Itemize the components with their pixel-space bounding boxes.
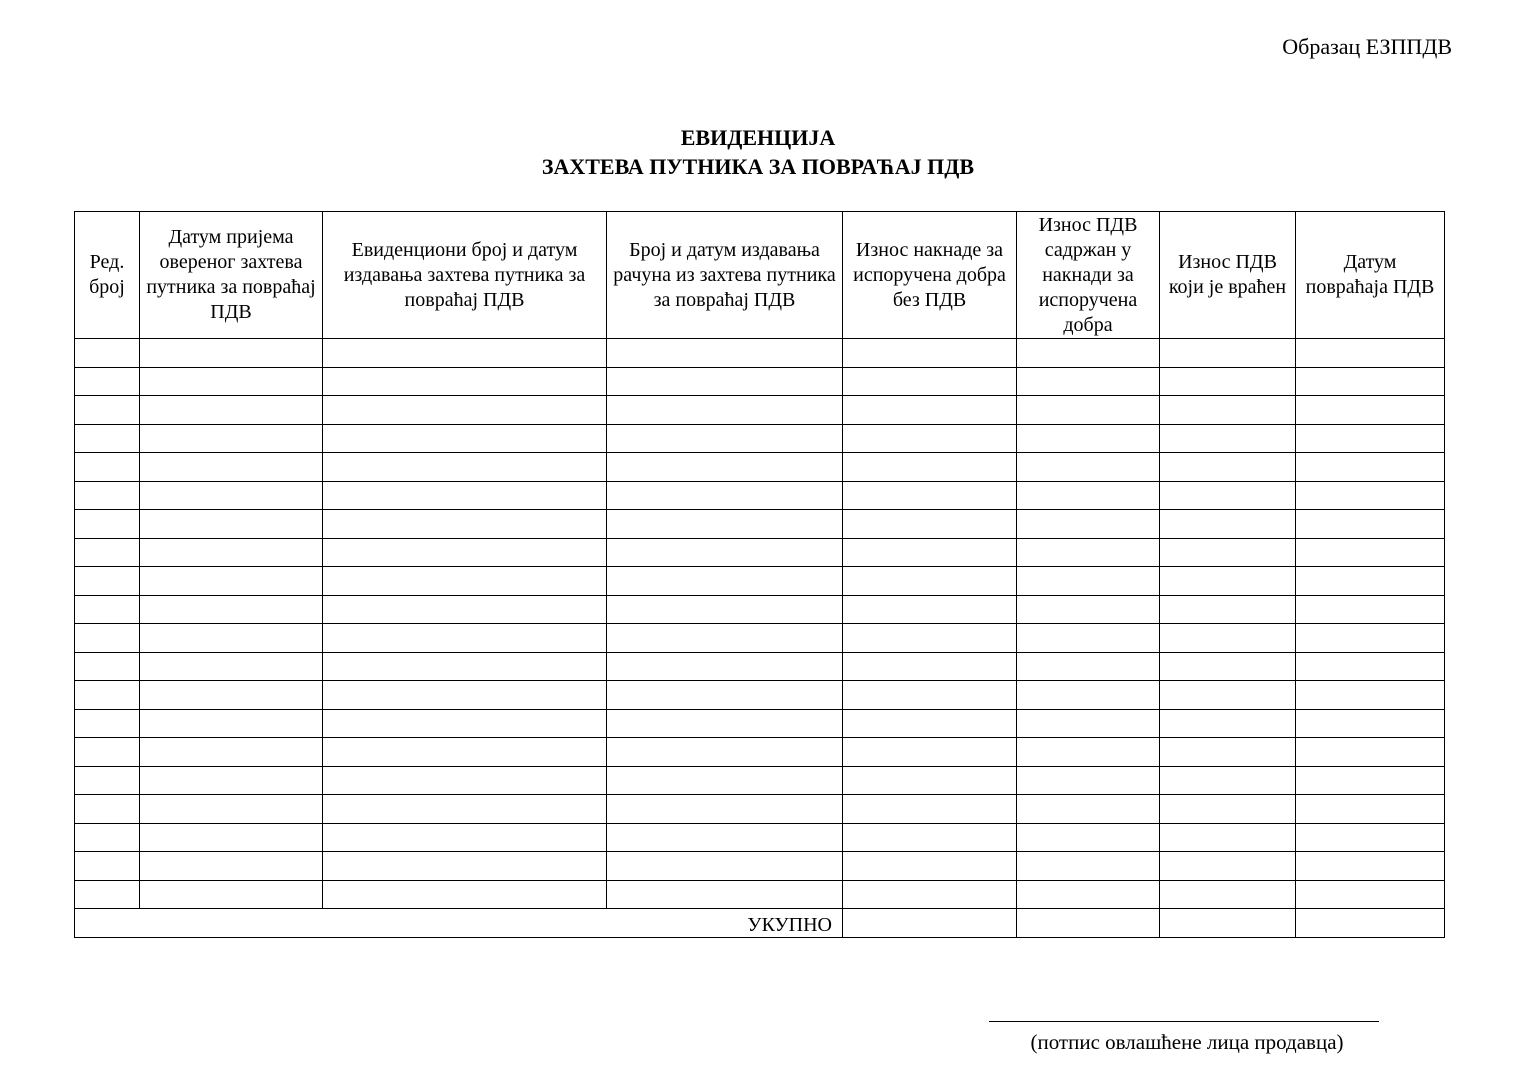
- column-header-receipt-date: Датум пријема овереног захтева путника за повраћај ПДВ: [140, 212, 323, 339]
- total-cell[interactable]: [1160, 909, 1296, 938]
- table-cell[interactable]: [843, 481, 1017, 510]
- table-cell[interactable]: [75, 396, 140, 425]
- table-cell[interactable]: [323, 823, 607, 852]
- table-cell[interactable]: [843, 795, 1017, 824]
- table-cell[interactable]: [607, 567, 843, 596]
- table-cell[interactable]: [1017, 880, 1160, 909]
- table-cell[interactable]: [1296, 738, 1445, 767]
- table-cell[interactable]: [140, 738, 323, 767]
- table-cell[interactable]: [323, 709, 607, 738]
- table-cell[interactable]: [75, 595, 140, 624]
- table-row: [75, 766, 1445, 795]
- table-row: [75, 795, 1445, 824]
- table-cell[interactable]: [1017, 396, 1160, 425]
- table-cell[interactable]: [843, 453, 1017, 482]
- table-cell[interactable]: [1160, 424, 1296, 453]
- table-cell[interactable]: [140, 624, 323, 653]
- table-cell[interactable]: [843, 367, 1017, 396]
- table-cell[interactable]: [1296, 852, 1445, 881]
- table-cell[interactable]: [1017, 852, 1160, 881]
- table-cell[interactable]: [607, 852, 843, 881]
- table-cell[interactable]: [1160, 709, 1296, 738]
- table-cell[interactable]: [607, 510, 843, 539]
- document-title: [0, 123, 1516, 181]
- table-row: [75, 738, 1445, 767]
- table-cell[interactable]: [607, 453, 843, 482]
- table-cell[interactable]: [75, 567, 140, 596]
- table-cell[interactable]: [140, 709, 323, 738]
- table-cell[interactable]: [140, 880, 323, 909]
- table-cell[interactable]: [323, 538, 607, 567]
- table-cell[interactable]: [1160, 624, 1296, 653]
- header-row: [75, 212, 1445, 339]
- table-cell[interactable]: [323, 339, 607, 368]
- table-cell[interactable]: [1017, 738, 1160, 767]
- total-cell[interactable]: [1017, 909, 1160, 938]
- table-cell[interactable]: [1160, 538, 1296, 567]
- table-cell[interactable]: [607, 681, 843, 710]
- table-cell[interactable]: [1160, 453, 1296, 482]
- table-cell[interactable]: [1160, 510, 1296, 539]
- table-cell[interactable]: [607, 652, 843, 681]
- table-cell[interactable]: [75, 453, 140, 482]
- table-cell[interactable]: [843, 852, 1017, 881]
- table-cell[interactable]: [140, 852, 323, 881]
- table-cell[interactable]: [323, 481, 607, 510]
- table-cell[interactable]: [1160, 795, 1296, 824]
- table-cell[interactable]: [607, 396, 843, 425]
- table-cell[interactable]: [1296, 367, 1445, 396]
- table-row: [75, 709, 1445, 738]
- table-row: [75, 339, 1445, 368]
- table-cell[interactable]: [607, 424, 843, 453]
- table-row: [75, 624, 1445, 653]
- table-cell[interactable]: [1160, 852, 1296, 881]
- table-cell[interactable]: [1296, 681, 1445, 710]
- table-cell[interactable]: [75, 852, 140, 881]
- table-cell[interactable]: [75, 538, 140, 567]
- column-header-record-number: Евиденциони број и датум издавања захтева путника за повраћај ПДВ: [323, 212, 607, 339]
- table-cell[interactable]: [75, 795, 140, 824]
- table-cell[interactable]: [1017, 795, 1160, 824]
- table-cell[interactable]: [1017, 624, 1160, 653]
- table-cell[interactable]: [1296, 766, 1445, 795]
- table-cell[interactable]: [140, 396, 323, 425]
- table-cell[interactable]: [140, 481, 323, 510]
- table-row: [75, 396, 1445, 425]
- table-cell[interactable]: [75, 880, 140, 909]
- table-cell[interactable]: [323, 738, 607, 767]
- table-cell[interactable]: [607, 766, 843, 795]
- table-cell[interactable]: [1160, 880, 1296, 909]
- table-cell[interactable]: [1017, 481, 1160, 510]
- column-header-invoice-number: Број и датум издавања рачуна из захтева путника за повраћај ПДВ: [607, 212, 843, 339]
- table-cell[interactable]: [607, 709, 843, 738]
- table-row: [75, 424, 1445, 453]
- table-cell[interactable]: [140, 339, 323, 368]
- table-cell[interactable]: [607, 880, 843, 909]
- table-cell[interactable]: [1296, 453, 1445, 482]
- signature-line: [989, 1021, 1379, 1022]
- table-cell[interactable]: [1017, 339, 1160, 368]
- table-cell[interactable]: [843, 538, 1017, 567]
- total-cell[interactable]: [1296, 909, 1445, 938]
- table-cell[interactable]: [75, 624, 140, 653]
- table-cell[interactable]: [1017, 652, 1160, 681]
- table-cell[interactable]: [843, 567, 1017, 596]
- table-cell[interactable]: [323, 652, 607, 681]
- table-cell[interactable]: [1296, 624, 1445, 653]
- table-row: [75, 652, 1445, 681]
- table-cell[interactable]: [1017, 367, 1160, 396]
- table-cell[interactable]: [1017, 709, 1160, 738]
- table-cell[interactable]: [75, 367, 140, 396]
- table-row: [75, 510, 1445, 539]
- table-cell[interactable]: [323, 367, 607, 396]
- table-cell[interactable]: [1296, 538, 1445, 567]
- table-cell[interactable]: [75, 481, 140, 510]
- table-cell[interactable]: [323, 766, 607, 795]
- table-cell[interactable]: [1017, 510, 1160, 539]
- table-cell[interactable]: [323, 424, 607, 453]
- column-header-refund-date: Датум повраћаја ПДВ: [1296, 212, 1445, 339]
- table-row: [75, 481, 1445, 510]
- table-cell[interactable]: [75, 738, 140, 767]
- table-cell[interactable]: [843, 339, 1017, 368]
- table-cell[interactable]: [75, 424, 140, 453]
- table-cell[interactable]: [607, 367, 843, 396]
- table-cell[interactable]: [1296, 823, 1445, 852]
- table-row: [75, 567, 1445, 596]
- total-label: УКУПНО: [75, 909, 843, 938]
- table-row: [75, 852, 1445, 881]
- table-cell[interactable]: [323, 453, 607, 482]
- table-cell[interactable]: [843, 424, 1017, 453]
- table-cell[interactable]: [607, 595, 843, 624]
- table-cell[interactable]: [75, 681, 140, 710]
- table-cell[interactable]: [75, 766, 140, 795]
- form-code: Образац ЕЗППДВ: [1282, 34, 1452, 59]
- total-row: [75, 909, 1445, 938]
- table-cell[interactable]: [1160, 396, 1296, 425]
- table-cell[interactable]: [1296, 595, 1445, 624]
- table-cell[interactable]: [140, 595, 323, 624]
- column-header-vat-refunded: Износ ПДВ који је враћен: [1160, 212, 1296, 339]
- table-cell[interactable]: [140, 567, 323, 596]
- total-cell[interactable]: [843, 909, 1017, 938]
- table-cell[interactable]: [1017, 424, 1160, 453]
- title-line-1: ЕВИДЕНЦИЈА: [680, 125, 836, 150]
- table-row: [75, 595, 1445, 624]
- table-cell[interactable]: [1296, 709, 1445, 738]
- table-cell[interactable]: [1160, 481, 1296, 510]
- table-row: [75, 823, 1445, 852]
- table-cell[interactable]: [1017, 823, 1160, 852]
- table-cell[interactable]: [843, 738, 1017, 767]
- table-cell[interactable]: [843, 681, 1017, 710]
- table-cell[interactable]: [843, 823, 1017, 852]
- table-cell[interactable]: [75, 510, 140, 539]
- table-cell[interactable]: [843, 510, 1017, 539]
- table-cell[interactable]: [1017, 567, 1160, 596]
- table-cell[interactable]: [843, 624, 1017, 653]
- table-cell[interactable]: [843, 880, 1017, 909]
- table-cell[interactable]: [1017, 595, 1160, 624]
- table-cell[interactable]: [1160, 595, 1296, 624]
- table-cell[interactable]: [323, 595, 607, 624]
- table-cell[interactable]: [1017, 453, 1160, 482]
- table-cell[interactable]: [323, 795, 607, 824]
- table-cell[interactable]: [607, 538, 843, 567]
- table-cell[interactable]: [607, 738, 843, 767]
- table-cell[interactable]: [140, 510, 323, 539]
- table-cell[interactable]: [1017, 681, 1160, 710]
- table-row: [75, 538, 1445, 567]
- table-cell[interactable]: [140, 453, 323, 482]
- table-row: [75, 880, 1445, 909]
- title-line-2: ЗАХТЕВА ПУТНИКА ЗА ПОВРАЋАЈ ПДВ: [541, 154, 975, 179]
- table-cell[interactable]: [843, 709, 1017, 738]
- table-cell[interactable]: [1160, 652, 1296, 681]
- table-cell[interactable]: [140, 681, 323, 710]
- table-cell[interactable]: [75, 709, 140, 738]
- table-cell[interactable]: [323, 396, 607, 425]
- table-cell[interactable]: [1296, 510, 1445, 539]
- register-table: [74, 211, 1445, 938]
- table-cell[interactable]: [1160, 567, 1296, 596]
- table-cell[interactable]: [323, 567, 607, 596]
- table-cell[interactable]: [607, 339, 843, 368]
- table-cell[interactable]: [1296, 396, 1445, 425]
- table-cell[interactable]: [323, 681, 607, 710]
- table-cell[interactable]: [607, 823, 843, 852]
- table-cell[interactable]: [1017, 766, 1160, 795]
- table-cell[interactable]: [75, 339, 140, 368]
- table-cell[interactable]: [607, 624, 843, 653]
- signature-caption: (потпис овлашћене лица продавца): [1030, 1030, 1344, 1054]
- table-body: [75, 339, 1445, 909]
- table-cell[interactable]: [140, 538, 323, 567]
- column-header-vat-amount: Износ ПДВ садржан у накнади за испоручена добра: [1017, 212, 1160, 339]
- table-cell[interactable]: [75, 652, 140, 681]
- table-cell[interactable]: [323, 510, 607, 539]
- table-cell[interactable]: [1296, 481, 1445, 510]
- table-cell[interactable]: [1160, 823, 1296, 852]
- table-cell[interactable]: [323, 880, 607, 909]
- table-cell[interactable]: [1296, 652, 1445, 681]
- table-cell[interactable]: [1160, 766, 1296, 795]
- table-cell[interactable]: [75, 823, 140, 852]
- table-cell[interactable]: [323, 624, 607, 653]
- table-cell[interactable]: [1296, 880, 1445, 909]
- table-cell[interactable]: [843, 652, 1017, 681]
- table-row: [75, 453, 1445, 482]
- table-cell[interactable]: [1160, 681, 1296, 710]
- table-cell[interactable]: [323, 852, 607, 881]
- table-cell[interactable]: [1160, 367, 1296, 396]
- table-cell[interactable]: [1160, 738, 1296, 767]
- table-cell[interactable]: [140, 424, 323, 453]
- table-cell[interactable]: [1296, 567, 1445, 596]
- table-cell[interactable]: [140, 766, 323, 795]
- table-cell[interactable]: [843, 396, 1017, 425]
- table-cell[interactable]: [140, 652, 323, 681]
- table-cell[interactable]: [1296, 424, 1445, 453]
- table-cell[interactable]: [607, 481, 843, 510]
- column-header-amount-without-vat: Износ накнаде за испоручена добра без ПДВ: [843, 212, 1017, 339]
- table-cell[interactable]: [843, 766, 1017, 795]
- table-cell[interactable]: [140, 823, 323, 852]
- table-cell[interactable]: [1296, 339, 1445, 368]
- table-cell[interactable]: [1017, 538, 1160, 567]
- table-row: [75, 367, 1445, 396]
- table-cell[interactable]: [1160, 339, 1296, 368]
- column-header-row-number: Ред. број: [75, 212, 140, 339]
- table-cell[interactable]: [140, 795, 323, 824]
- table-row: [75, 681, 1445, 710]
- table-cell[interactable]: [1296, 795, 1445, 824]
- table-cell[interactable]: [843, 595, 1017, 624]
- table-cell[interactable]: [607, 795, 843, 824]
- table-cell[interactable]: [140, 367, 323, 396]
